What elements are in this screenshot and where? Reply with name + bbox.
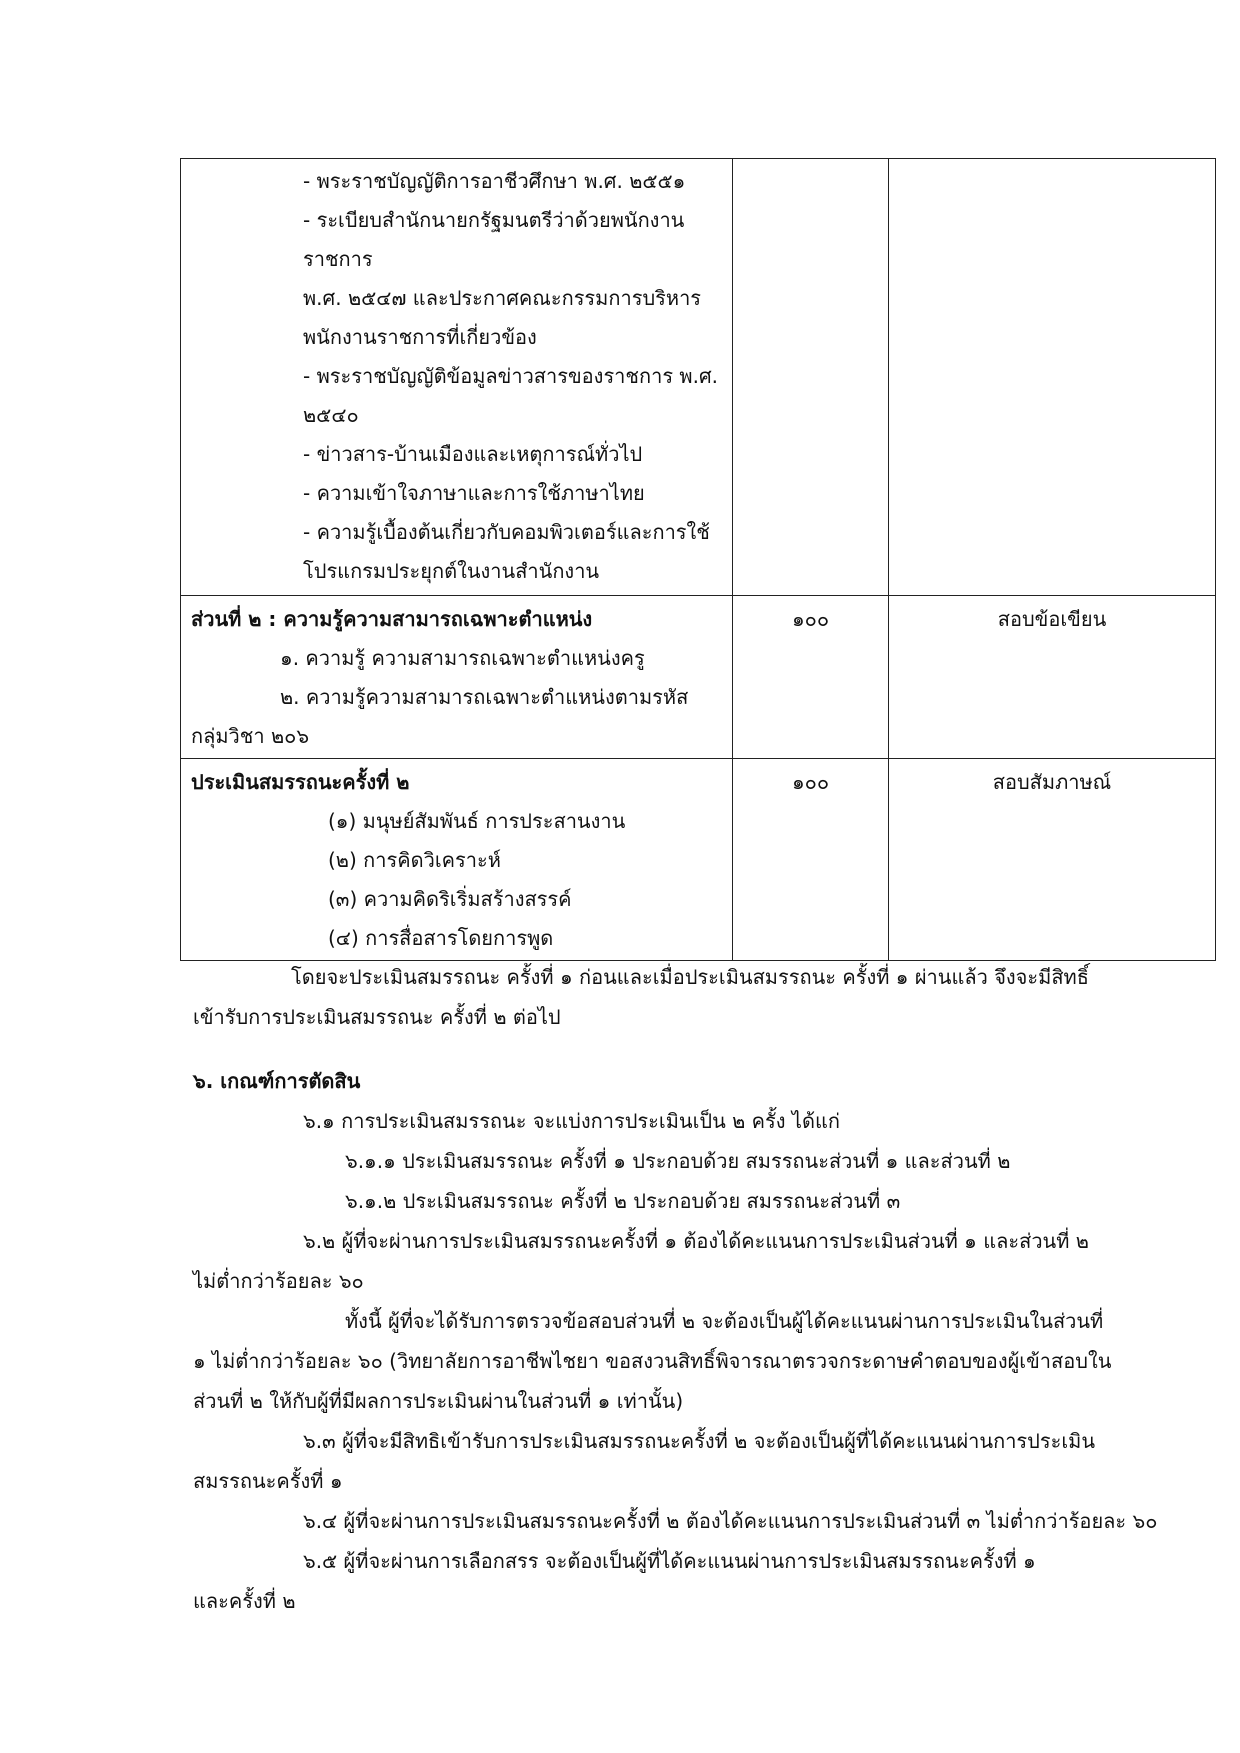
- list-item: ๒๕๔๐: [303, 403, 359, 427]
- list-item: - ความรู้เบื้องต้นเกี่ยวกับคอมพิวเตอร์และการใช้: [303, 520, 710, 544]
- table-row: [181, 596, 1216, 759]
- list-item: ราชการ: [303, 247, 373, 271]
- list-item: ๒. ความรู้ความสามารถเฉพาะตำแหน่งตามรหัส: [280, 685, 689, 709]
- method-value: สอบข้อเขียน: [997, 607, 1107, 631]
- paragraph-line: ๖.๔ ผู้ที่จะผ่านการประเมินสมรรถนะครั้งที่ ๒ ต้องได้คะแนนการประเมินส่วนที่ ๓ ไม่ต่ำกว่าร้อยละ ๖๐: [303, 1509, 1158, 1533]
- paragraph-line: ๖.๑.๑ ประเมินสมรรถนะ ครั้งที่ ๑ ประกอบด้วย สมรรถนะส่วนที่ ๑ และส่วนที่ ๒: [345, 1149, 1011, 1173]
- paragraph-line: ๖.๓ ผู้ที่จะมีสิทธิเข้ารับการประเมินสมรรถนะครั้งที่ ๒ จะต้องเป็นผู้ที่ได้คะแนนผ่านการประเมิน: [303, 1429, 1096, 1453]
- paragraph-line: โดยจะประเมินสมรรถนะ ครั้งที่ ๑ ก่อนและเมื่อประเมินสมรรถนะ ครั้งที่ ๑ ผ่านแล้ว จึงจะมีสิทธิ์: [291, 965, 1089, 989]
- section-heading: ส่วนที่ ๒ : ความรู้ความสามารถเฉพาะตำแหน่ง: [191, 607, 593, 631]
- evaluation-table: [180, 158, 1216, 961]
- list-item: (๑) มนุษย์สัมพันธ์ การประสานงาน: [328, 809, 626, 833]
- method-cell: [889, 596, 1216, 759]
- paragraph-line: เข้ารับการประเมินสมรรถนะ ครั้งที่ ๒ ต่อไป: [193, 1005, 561, 1029]
- list-item: (๒) การคิดวิเคราะห์: [328, 848, 501, 872]
- table-row: [181, 159, 1216, 596]
- method-cell: [889, 759, 1216, 961]
- table-row: [181, 759, 1216, 961]
- list-item: - พระราชบัญญัติข้อมูลข่าวสารของราชการ พ.ศ.: [303, 364, 719, 388]
- section-heading: ๖. เกณฑ์การตัดสิน: [193, 1069, 361, 1093]
- method-cell: [889, 159, 1216, 596]
- paragraph-line: ๖.๑.๒ ประเมินสมรรถนะ ครั้งที่ ๒ ประกอบด้วย สมรรถนะส่วนที่ ๓: [345, 1189, 901, 1213]
- list-item: โปรแกรมประยุกต์ในงานสำนักงาน: [303, 559, 600, 583]
- paragraph-line: ทั้งนี้ ผู้ที่จะได้รับการตรวจข้อสอบส่วนที่ ๒ จะต้องเป็นผู้ได้คะแนนผ่านการประเมินในส่วนที่: [345, 1309, 1104, 1333]
- subject-cell: [181, 596, 733, 759]
- list-item: - ข่าวสาร-บ้านเมืองและเหตุการณ์ทั่วไป: [303, 442, 643, 466]
- score-cell: [733, 159, 889, 596]
- list-item: - ความเข้าใจภาษาและการใช้ภาษาไทย: [303, 481, 645, 505]
- paragraph-line: ไม่ต่ำกว่าร้อยละ ๖๐: [193, 1269, 364, 1293]
- method-value: สอบสัมภาษณ์: [992, 770, 1112, 794]
- list-item: พ.ศ. ๒๕๔๗ และประกาศคณะกรรมการบริหาร: [303, 286, 702, 310]
- list-item: - พระราชบัญญัติการอาชีวศึกษา พ.ศ. ๒๕๕๑: [303, 169, 686, 193]
- paragraph-line: ๑ ไม่ต่ำกว่าร้อยละ ๖๐ (วิทยาลัยการอาชีพไชยา ขอสงวนสิทธิ์พิจารณาตรวจกระดาษคำตอบของผู้เข้าสอบใน: [193, 1349, 1112, 1373]
- subject-cell: [181, 759, 733, 961]
- list-item: พนักงานราชการที่เกี่ยวข้อง: [303, 325, 537, 349]
- score-value: ๑๐๐: [791, 607, 830, 631]
- paragraph-line: ๖.๑ การประเมินสมรรถนะ จะแบ่งการประเมินเป็น ๒ ครั้ง ได้แก่: [303, 1109, 840, 1133]
- paragraph-line: สมรรถนะครั้งที่ ๑: [193, 1469, 343, 1493]
- score-value: ๑๐๐: [791, 770, 830, 794]
- score-cell: [733, 759, 889, 961]
- list-item: (๔) การสื่อสารโดยการพูด: [328, 926, 554, 950]
- criteria-section: [193, 1062, 1213, 1622]
- list-item: กลุ่มวิชา ๒๐๖: [191, 724, 310, 748]
- list-item: (๓) ความคิดริเริ่มสร้างสรรค์: [328, 887, 572, 911]
- subject-cell: [181, 159, 733, 596]
- paragraph-line: ส่วนที่ ๒ ให้กับผู้ที่มีผลการประเมินผ่านในส่วนที่ ๑ เท่านั้น): [193, 1389, 684, 1413]
- section-heading: ประเมินสมรรถนะครั้งที่ ๒: [191, 770, 410, 794]
- score-cell: [733, 596, 889, 759]
- note-paragraph: [193, 958, 1213, 1038]
- paragraph-line: และครั้งที่ ๒: [193, 1589, 296, 1613]
- paragraph-line: ๖.๒ ผู้ที่จะผ่านการประเมินสมรรถนะครั้งที่ ๑ ต้องได้คะแนนการประเมินส่วนที่ ๑ และส่วนที่ ๒: [303, 1229, 1089, 1253]
- paragraph-line: ๖.๕ ผู้ที่จะผ่านการเลือกสรร จะต้องเป็นผู้ที่ได้คะแนนผ่านการประเมินสมรรถนะครั้งที่ ๑: [303, 1549, 1036, 1573]
- list-item: ๑. ความรู้ ความสามารถเฉพาะตำแหน่งครู: [280, 646, 645, 670]
- list-item: - ระเบียบสำนักนายกรัฐมนตรีว่าด้วยพนักงาน: [303, 208, 685, 232]
